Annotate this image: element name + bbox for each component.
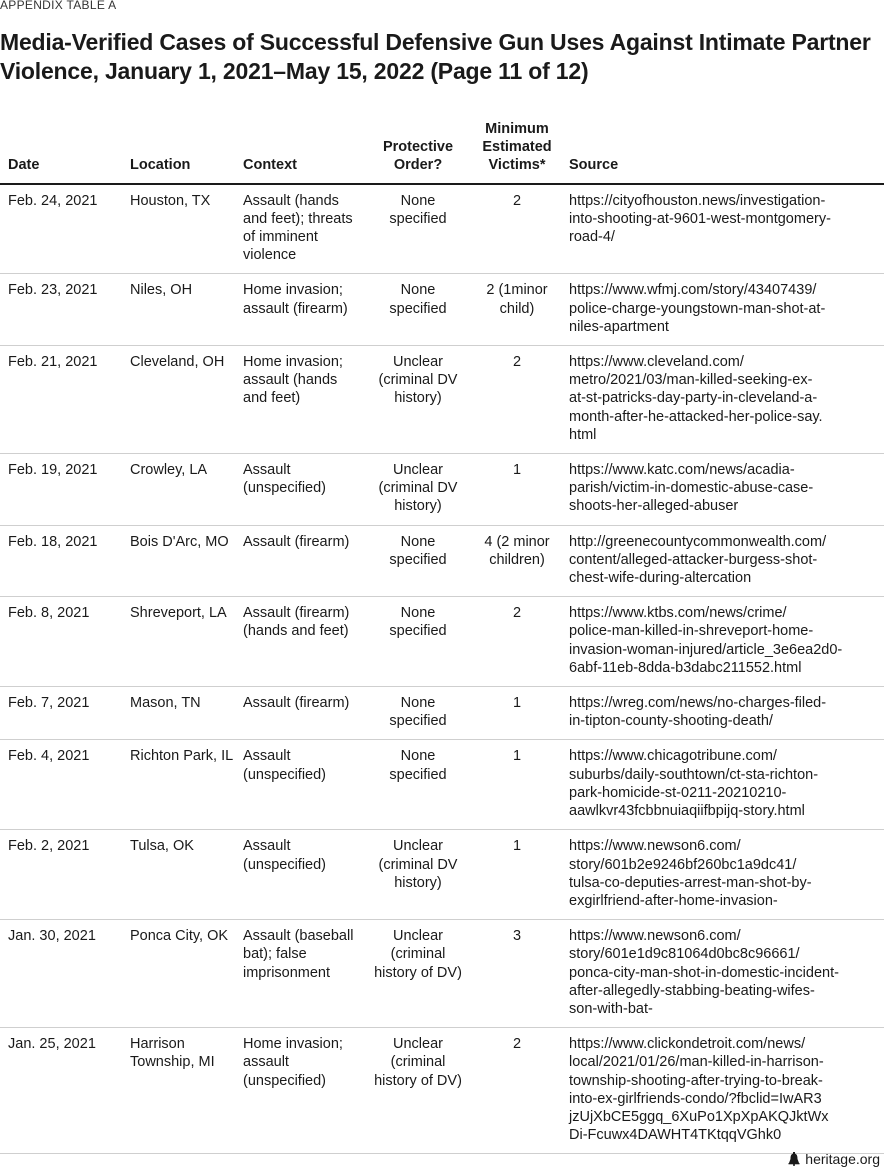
liberty-bell-icon <box>788 1152 800 1166</box>
cell-location: Houston, TX <box>122 184 235 274</box>
cell-protective: None specified <box>363 740 465 830</box>
cell-protective: None specified <box>363 687 465 740</box>
cell-victims: 2 <box>465 1028 561 1154</box>
cell-source[interactable]: https://www.clickondetroit.com/news/ local/2021/01/26/man-killed-in-harrison- township-shooting-after-trying-to-break- into-ex-girlfriends-condo/?fbclid=IwAR3 jzUjXbCE5ggq_6XuPo1XpXpAKQJktWx Di-Fcuwx4DAWHT4TKtqqVGhk0 <box>561 1028 884 1154</box>
table-row <box>0 920 884 1028</box>
cell-context: Assault (unspecified) <box>235 740 363 830</box>
column-header-protective-order: Protective Order? <box>363 120 465 184</box>
cell-protective: Unclear (criminal DV history) <box>363 830 465 920</box>
column-header-victims: Minimum Estimated Victims* <box>465 120 561 184</box>
cell-source[interactable]: http://greenecountycommonwealth.com/ content/alleged-attacker-burgess-shot- chest-wife-during-altercation <box>561 525 884 597</box>
cell-location: Mason, TN <box>122 687 235 740</box>
cell-location: Ponca City, OK <box>122 920 235 1028</box>
column-header-location: Location <box>122 120 235 184</box>
table-row <box>0 1028 884 1154</box>
cell-context: Assault (unspecified) <box>235 830 363 920</box>
cell-date: Feb. 19, 2021 <box>0 454 122 526</box>
cell-source[interactable]: https://www.newson6.com/ story/601b2e9246bf260bc1a9dc41/ tulsa-co-deputies-arrest-man-shot-by- exgirlfriend-after-home-invasion- <box>561 830 884 920</box>
cell-context: Home invasion; assault (firearm) <box>235 274 363 346</box>
cell-victims: 3 <box>465 920 561 1028</box>
cell-context: Assault (baseball bat); false imprisonment <box>235 920 363 1028</box>
cell-date: Feb. 18, 2021 <box>0 525 122 597</box>
page-title: Media-Verified Cases of Successful Defensive Gun Uses Against Intimate Partner Violence, January 1, 2021–May 15, 2022 (Page 11 of 12) <box>0 29 871 84</box>
table-row <box>0 346 884 454</box>
cell-context: Assault (firearm) <box>235 687 363 740</box>
cell-location: Crowley, LA <box>122 454 235 526</box>
cell-protective: Unclear (criminal DV history) <box>363 454 465 526</box>
table-row <box>0 597 884 687</box>
appendix-label: APPENDIX TABLE A <box>0 0 117 12</box>
cell-source[interactable]: https://www.katc.com/news/acadia- parish/victim-in-domestic-abuse-case- shoots-her-alleged-abuser <box>561 454 884 526</box>
cell-victims: 4 (2 minor children) <box>465 525 561 597</box>
table-row <box>0 740 884 830</box>
cell-source[interactable]: https://www.cleveland.com/ metro/2021/03/man-killed-seeking-ex- at-st-patricks-day-party-in-cleveland-a- month-after-he-attacked-her-police-say. html <box>561 346 884 454</box>
cell-date: Jan. 30, 2021 <box>0 920 122 1028</box>
cell-context: Home invasion; assault (unspecified) <box>235 1028 363 1154</box>
cell-context: Assault (firearm) <box>235 525 363 597</box>
cell-victims: 2 <box>465 184 561 274</box>
cell-context: Assault (unspecified) <box>235 454 363 526</box>
cell-victims: 1 <box>465 687 561 740</box>
table-row <box>0 454 884 526</box>
cell-protective: None specified <box>363 525 465 597</box>
cell-protective: None specified <box>363 274 465 346</box>
column-header-source: Source <box>561 120 884 184</box>
cell-location: Tulsa, OK <box>122 830 235 920</box>
brand-link[interactable]: heritage.org <box>805 1151 880 1167</box>
column-header-date: Date <box>0 120 122 184</box>
cell-victims: 1 <box>465 454 561 526</box>
cell-date: Feb. 21, 2021 <box>0 346 122 454</box>
cell-context: Home invasion; assault (hands and feet) <box>235 346 363 454</box>
cell-source[interactable]: https://www.newson6.com/ story/601e1d9c81064d0bc8c96661/ ponca-city-man-shot-in-domestic-incident- after-allegedly-stabbing-beating-wifes- son-with-bat- <box>561 920 884 1028</box>
cell-victims: 1 <box>465 830 561 920</box>
cell-location: Shreveport, LA <box>122 597 235 687</box>
cell-protective: Unclear (criminal DV history) <box>363 346 465 454</box>
table-row <box>0 274 884 346</box>
cell-date: Feb. 7, 2021 <box>0 687 122 740</box>
cell-victims: 2 (1minor child) <box>465 274 561 346</box>
cases-table <box>0 120 884 1154</box>
cell-location: Niles, OH <box>122 274 235 346</box>
cell-date: Feb. 2, 2021 <box>0 830 122 920</box>
cell-protective: None specified <box>363 184 465 274</box>
cell-protective: Unclear (criminal history of DV) <box>363 920 465 1028</box>
cell-victims: 2 <box>465 597 561 687</box>
cell-location: Bois D'Arc, MO <box>122 525 235 597</box>
table-header-row <box>0 120 884 184</box>
cell-protective: Unclear (criminal history of DV) <box>363 1028 465 1154</box>
cell-context: Assault (firearm) (hands and feet) <box>235 597 363 687</box>
table-row <box>0 525 884 597</box>
cell-source[interactable]: https://wreg.com/news/no-charges-filed- in-tipton-county-shooting-death/ <box>561 687 884 740</box>
table-row <box>0 687 884 740</box>
table-row <box>0 830 884 920</box>
cell-source[interactable]: https://www.wfmj.com/story/43407439/ police-charge-youngstown-man-shot-at- niles-apartment <box>561 274 884 346</box>
cell-protective: None specified <box>363 597 465 687</box>
cell-date: Feb. 23, 2021 <box>0 274 122 346</box>
cell-date: Feb. 4, 2021 <box>0 740 122 830</box>
cell-location: Harrison Township, MI <box>122 1028 235 1154</box>
cell-date: Feb. 8, 2021 <box>0 597 122 687</box>
cell-date: Jan. 25, 2021 <box>0 1028 122 1154</box>
cell-location: Cleveland, OH <box>122 346 235 454</box>
cell-date: Feb. 24, 2021 <box>0 184 122 274</box>
cell-context: Assault (hands and feet); threats of imminent violence <box>235 184 363 274</box>
cell-victims: 1 <box>465 740 561 830</box>
cell-source[interactable]: https://cityofhouston.news/investigation- into-shooting-at-9601-west-montgomery- road-4/ <box>561 184 884 274</box>
footer-brand <box>788 1151 880 1167</box>
cell-source[interactable]: https://www.ktbs.com/news/crime/ police-man-killed-in-shreveport-home- invasion-woman-injured/article_3e6ea2d0- 6abf-11eb-8dda-b3dabc211552.html <box>561 597 884 687</box>
table-row <box>0 184 884 274</box>
cell-source[interactable]: https://www.chicagotribune.com/ suburbs/daily-southtown/ct-sta-richton- park-homicide-st-0211-20210210- aawlkvr43fcbbnuiaqiifbpijq-story.html <box>561 740 884 830</box>
cell-victims: 2 <box>465 346 561 454</box>
column-header-context: Context <box>235 120 363 184</box>
cell-location: Richton Park, IL <box>122 740 235 830</box>
